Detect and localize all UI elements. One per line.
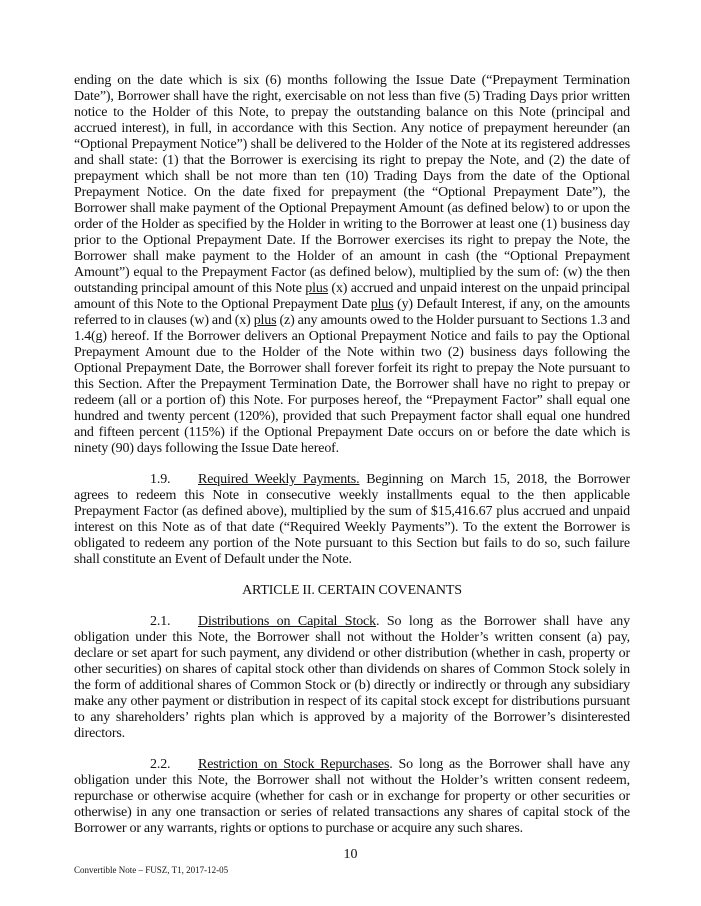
- paragraph-text: ending on the date which is six (6) months following the Issue Date (“Prepayment Termination Date”), Borrower shall have the right, exercisable on not less than five (5) Trading Days prior written notice to the Holder of this Note, to prepay the outstanding balance on this Note (principal and accrued interest), in full, in accordance with this Section. Any notice of prepayment hereunder (an “Optional Prepayment Notice”) shall be delivered to the Holder of the Note at its registered addresses and shall state: (1) that the Borrower is exercising its right to prepay the Note, and (2) the date of prepayment which shall be not more than ten (10) Trading Days from the date of the Optional Prepayment Notice. On the date fixed for prepayment (the “Optional Prepayment Date”), the Borrower shall make payment of the Optional Prepayment Amount (as defined below) to or upon the order of the Holder as specified by the Holder in writing to the Borrower at least one (1) business day prior to the Optional Prepayment Date. If the Borrower exercises its right to prepay the Note, the Borrower shall make payment to the Holder of an amount in cash (the “Optional Prepayment Amount”) equal to the Prepayment Factor (as defined below), multiplied by the sum of: (w) the then outstanding principal amount of this Note: [74, 73, 630, 296]
- page-number: 10: [343, 847, 358, 862]
- plus-term: plus: [253, 313, 277, 328]
- section-title: Restriction on Stock Repurchases: [198, 757, 390, 772]
- paragraph-text: (x) accrued and unpaid interest on the unpaid principal amount of this Note to the Optional Prepayment Date: [74, 281, 630, 312]
- paragraph-text: (y) Default Interest, if any, on the amounts referred to in clauses (w) and (x): [74, 297, 630, 328]
- plus-term: plus: [305, 281, 329, 296]
- paragraph-optional-prepayment: [74, 73, 630, 457]
- section-title: Required Weekly Payments.: [198, 472, 360, 487]
- section-body: . So long as the Borrower shall have any obligation under this Note, the Borrower shall not without the Holder’s written consent redeem, repurchase or otherwise acquire (whether for cash or in exchange for property or other securities or otherwise) in any one transaction or series of related transactions any shares of capital stock of the Borrower or any warrants, rights or options to purchase or acquire any such shares.: [74, 757, 630, 836]
- page-bottom: [0, 837, 701, 896]
- document-page: [74, 0, 630, 837]
- section-number: 1.9.: [150, 472, 171, 487]
- document-footer: Convertible Note – FUSZ, T1, 2017-12-05: [74, 865, 229, 875]
- section-number: 2.1.: [150, 614, 171, 629]
- paragraph-text: (z) any amounts owed to the Holder pursuant to Sections 1.3 and 1.4(g) hereof. If the Borrower delivers an Optional Prepayment Notice and fails to pay the Optional Prepayment Amount due to the Holder of the Note within two (2) business days following the Optional Prepayment Date, the Borrower shall forever forfeit its right to prepay the Note pursuant to this Section. After the Prepayment Termination Date, the Borrower shall have no right to prepay or redeem (all or a portion of) this Note. For purposes hereof, the “Prepayment Factor” shall equal one hundred and twenty percent (120%), provided that such Prepayment factor shall equal one hundred and fifteen percent (115%) if the Optional Prepayment Date occurs on or before the date which is ninety (90) days following the Issue Date hereof.: [74, 313, 630, 456]
- section-body: . So long as the Borrower shall have any obligation under this Note, the Borrower shall not without the Holder’s written consent (a) pay, declare or set apart for such payment, any dividend or other distribution (whether in cash, property or other securities) on shares of capital stock other than dividends on shares of Common Stock solely in the form of additional shares of Common Stock or (b) directly or indirectly or through any subsidiary make any other payment or distribution in respect of its capital stock except for distributions pursuant to any shareholders’ rights plan which is approved by a majority of the Borrower’s disinterested directors.: [74, 614, 630, 741]
- section-number: 2.2.: [150, 757, 171, 772]
- article-heading: ARTICLE II. CERTAIN COVENANTS: [242, 583, 462, 598]
- section-2-2: [74, 757, 630, 837]
- section-title: Distributions on Capital Stock: [198, 614, 376, 629]
- section-2-1: [74, 614, 630, 742]
- plus-term: plus: [370, 297, 394, 312]
- section-1-9: [74, 472, 630, 568]
- section-body: Beginning on March 15, 2018, the Borrower agrees to redeem this Note in consecutive weekly installments equal to the then applicable Prepayment Factor (as defined above), multiplied by the sum of $15,416.67 plus accrued and unpaid interest on this Note as of that date (“Required Weekly Payments”). To the extent the Borrower is obligated to redeem any portion of the Note pursuant to this Section but fails to do so, such failure shall constitute an Event of Default under the Note.: [74, 472, 630, 567]
